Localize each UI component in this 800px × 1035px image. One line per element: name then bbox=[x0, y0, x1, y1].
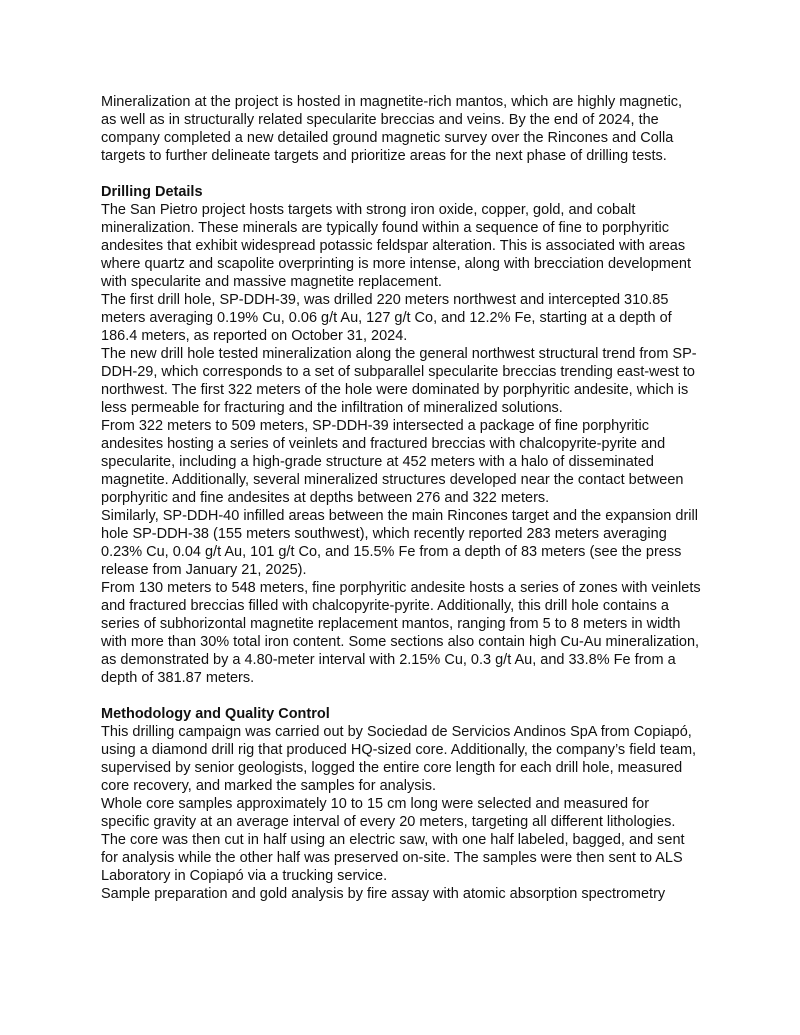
section-spacer bbox=[101, 165, 701, 183]
drilling-paragraph-5: Similarly, SP-DDH-40 infilled areas between the main Rincones target and the expansion drill hole SP-DDH-38 (155 meters southwest), which recently reported 283 meters averaging 0.23% Cu, 0.04 g/t Au, 101 g/t Co, and 15.5% Fe from a depth of 83 meters (see the press release from January 21, 2025). bbox=[101, 508, 698, 578]
methodology-paragraph-3: Sample preparation and gold analysis by fire assay with atomic absorption spectrometry bbox=[101, 886, 666, 902]
methodology-paragraph-1: This drilling campaign was carried out by Sociedad de Servicios Andinos SpA from Copiapó, using a diamond drill rig that produced HQ-sized core. Additionally, the company’s field team, supervised by senior geologists, logged the entire core length for each drill hole, measured core recovery, and marked the samples for analysis. bbox=[101, 724, 697, 794]
document-page bbox=[101, 93, 701, 903]
drilling-paragraph-3: The new drill hole tested mineralization along the general northwest structural trend from SP-DDH-29, which corresponds to a set of subparallel specularite breccias trending east-west to northwest. The first 322 meters of the hole were dominated by porphyritic andesite, which is less permeable for fracturing and the infiltration of mineralized solutions. bbox=[101, 346, 697, 416]
drilling-paragraph-6: From 130 meters to 548 meters, fine porphyritic andesite hosts a series of zones with veinlets and fractured breccias filled with chalcopyrite-pyrite. Additionally, this drill hole contains a series of subhorizontal magnetite replacement mantos, ranging from 5 to 8 meters in width with more than 30% total iron content. Some sections also contain high Cu-Au mineralization, as demonstrated by a 4.80-meter interval with 2.15% Cu, 0.3 g/t Au, and 33.8% Fe from a depth of 381.87 meters. bbox=[101, 580, 701, 686]
methodology-paragraph-2: Whole core samples approximately 10 to 15 cm long were selected and measured for specific gravity at an average interval of every 20 meters, targeting all different lithologies. The core was then cut in half using an electric saw, with one half labeled, bagged, and sent for analysis while the other half was preserved on-site. The samples were then sent to ALS Laboratory in Copiapó via a trucking service. bbox=[101, 796, 685, 884]
drilling-paragraph-4: From 322 meters to 509 meters, SP-DDH-39 intersected a package of fine porphyritic andesites hosting a series of veinlets and fractured breccias with chalcopyrite-pyrite and specularite, including a high-grade structure at 452 meters with a halo of disseminated magnetite. Additionally, several mineralized structures developed near the contact between porphyritic and fine andesites at depths between 276 and 322 meters. bbox=[101, 418, 684, 506]
drilling-paragraph-2: The first drill hole, SP-DDH-39, was drilled 220 meters northwest and intercepted 310.85 meters averaging 0.19% Cu, 0.06 g/t Au, 127 g/t Co, and 12.2% Fe, starting at a depth of 186.4 meters, as reported on October 31, 2024. bbox=[101, 292, 672, 344]
section-spacer bbox=[101, 687, 701, 705]
drilling-paragraph-1: The San Pietro project hosts targets with strong iron oxide, copper, gold, and cobalt mineralization. These minerals are typically found within a sequence of fine to porphyritic andesites that exhibit widespread potassic feldspar alteration. This is associated with areas where quartz and scapolite overprinting is more intense, along with brecciation development with specularite and massive magnetite replacement. bbox=[101, 202, 691, 290]
methodology-heading: Methodology and Quality Control bbox=[101, 706, 330, 722]
intro-paragraph: Mineralization at the project is hosted in magnetite-rich mantos, which are highly magnetic, as well as in structurally related specularite breccias and veins. By the end of 2024, the company completed a new detailed ground magnetic survey over the Rincones and Colla targets to further delineate targets and prioritize areas for the next phase of drilling tests. bbox=[101, 94, 683, 164]
drilling-details-heading: Drilling Details bbox=[101, 184, 203, 200]
